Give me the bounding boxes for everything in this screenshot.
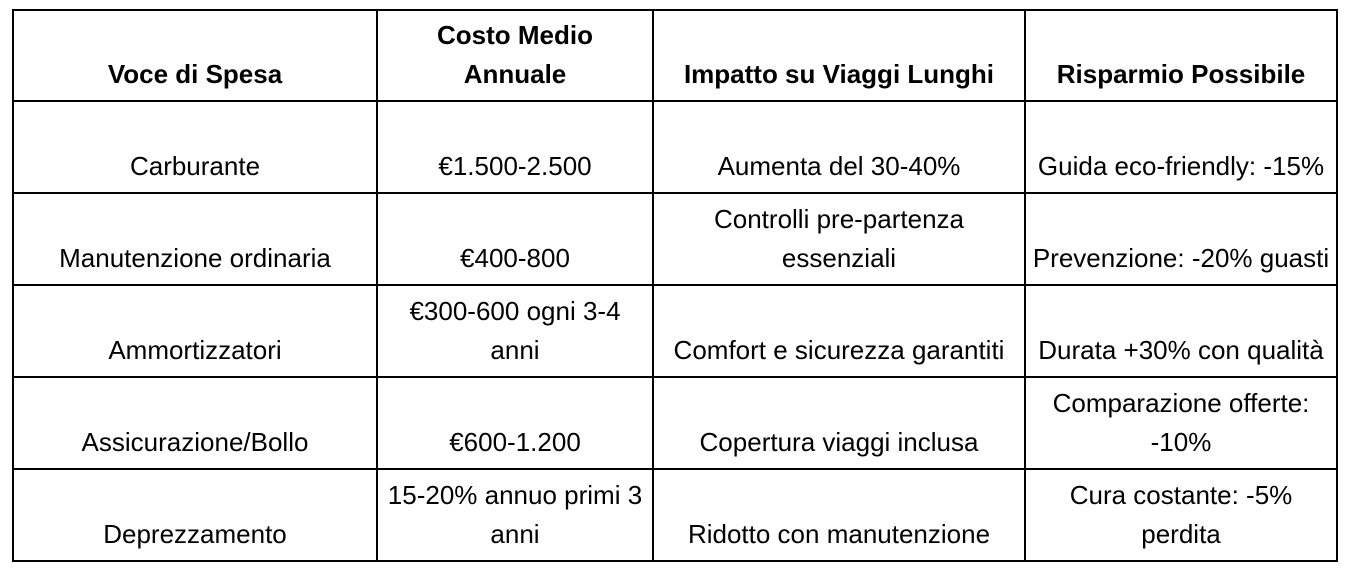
cell-risparmio: Durata +30% con qualità — [1025, 285, 1337, 377]
cell-impatto: Ridotto con manutenzione — [653, 469, 1025, 561]
header-costo-medio-annuale: Costo Medio Annuale — [377, 10, 653, 101]
table-row — [13, 469, 1337, 561]
table-container — [12, 9, 1338, 562]
cell-risparmio: Cura costante: -5% perdita — [1025, 469, 1337, 561]
cost-table — [12, 9, 1338, 562]
cell-costo: 15-20% annuo primi 3 anni — [377, 469, 653, 561]
cell-impatto: Aumenta del 30-40% — [653, 101, 1025, 193]
cell-costo: €300-600 ogni 3-4 anni — [377, 285, 653, 377]
header-impatto-viaggi-lunghi: Impatto su Viaggi Lunghi — [653, 10, 1025, 101]
header-voce-di-spesa: Voce di Spesa — [13, 10, 377, 101]
table-header-row — [13, 10, 1337, 101]
header-risparmio-possibile: Risparmio Possibile — [1025, 10, 1337, 101]
table-row — [13, 193, 1337, 285]
cell-voce: Carburante — [13, 101, 377, 193]
table-row — [13, 285, 1337, 377]
cell-costo: €1.500-2.500 — [377, 101, 653, 193]
cell-impatto: Copertura viaggi inclusa — [653, 377, 1025, 469]
cell-risparmio: Prevenzione: -20% guasti — [1025, 193, 1337, 285]
cell-voce: Ammortizzatori — [13, 285, 377, 377]
cell-voce: Deprezzamento — [13, 469, 377, 561]
cell-voce: Manutenzione ordinaria — [13, 193, 377, 285]
cell-risparmio: Comparazione offerte: -10% — [1025, 377, 1337, 469]
cell-costo: €400-800 — [377, 193, 653, 285]
cell-risparmio: Guida eco-friendly: -15% — [1025, 101, 1337, 193]
cell-voce: Assicurazione/Bollo — [13, 377, 377, 469]
cell-impatto: Controlli pre-partenza essenziali — [653, 193, 1025, 285]
table-row — [13, 377, 1337, 469]
cell-costo: €600-1.200 — [377, 377, 653, 469]
table-row — [13, 101, 1337, 193]
cell-impatto: Comfort e sicurezza garantiti — [653, 285, 1025, 377]
